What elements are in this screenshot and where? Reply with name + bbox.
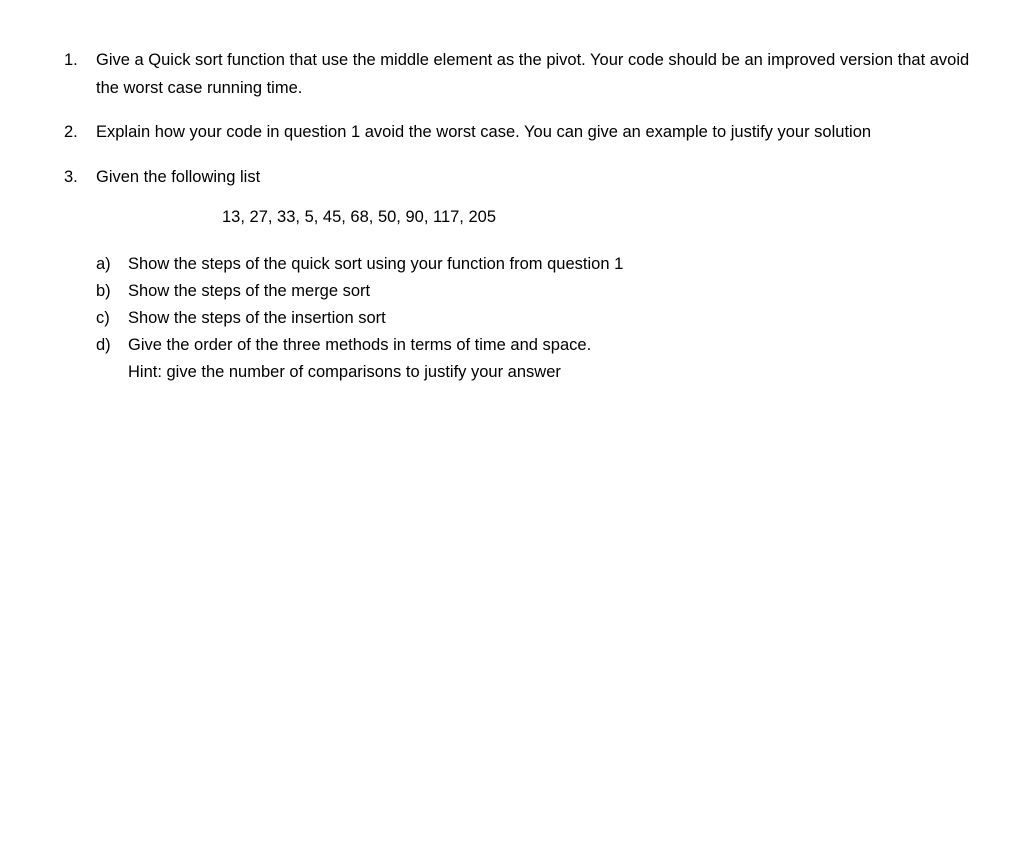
subpart-text: Give the order of the three methods in terms of time and space.	[128, 336, 592, 354]
subpart-d	[96, 332, 896, 359]
subpart-letter: c)	[96, 309, 110, 327]
question-number: 1.	[64, 51, 78, 69]
subpart-letter: b)	[96, 282, 111, 300]
subpart-letter: d)	[96, 336, 111, 354]
subpart-text: Show the steps of the insertion sort	[128, 309, 386, 327]
subpart-letter: a)	[96, 255, 111, 273]
question-text: Give a Quick sort function that use the middle element as the pivot. Your code should be an improved version that avoid the worst case running time.	[96, 51, 970, 97]
question-text: Given the following list	[96, 168, 261, 186]
hint-text: Hint: give the number of comparisons to justify your answer	[128, 363, 561, 381]
question-number: 2.	[64, 123, 78, 141]
subpart-c	[96, 305, 896, 332]
number-list: 13, 27, 33, 5, 45, 68, 50, 90, 117, 205	[222, 208, 496, 226]
question-number: 3.	[64, 168, 78, 186]
subpart-b	[96, 278, 896, 305]
subpart-a	[96, 251, 896, 278]
subpart-text: Show the steps of the quick sort using your function from question 1	[128, 255, 624, 273]
subpart-text: Show the steps of the merge sort	[128, 282, 371, 300]
question-text: Explain how your code in question 1 avoid the worst case. You can give an example to justify your solution	[96, 123, 872, 141]
